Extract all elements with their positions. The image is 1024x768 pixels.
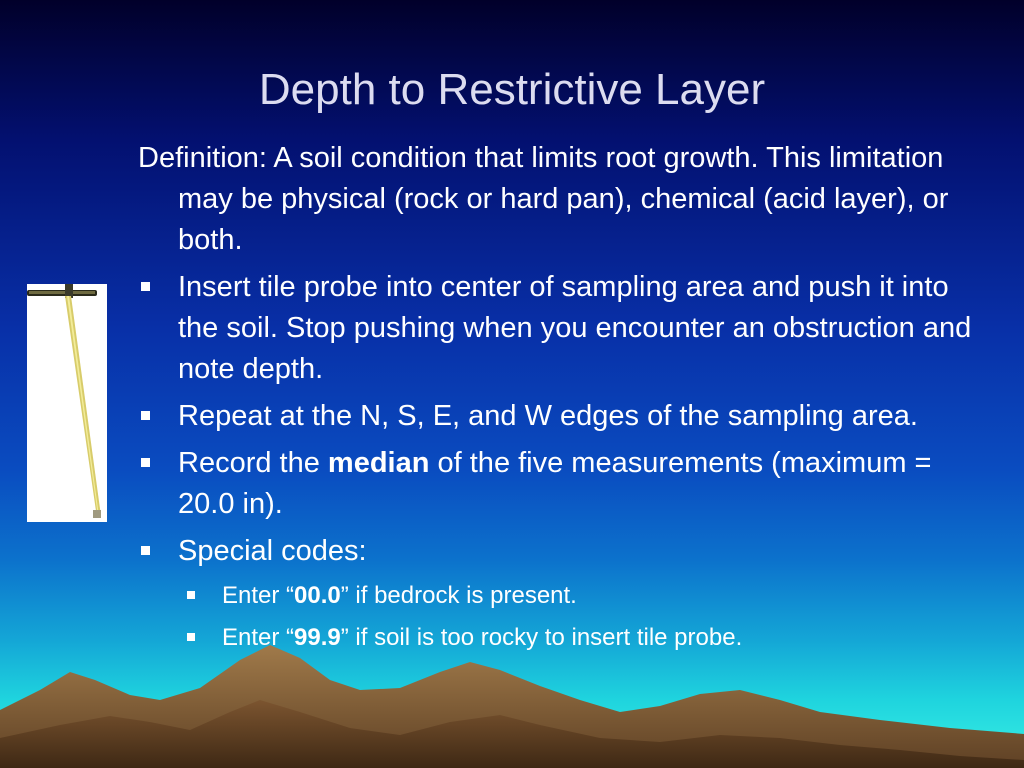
- slide-title: Depth to Restrictive Layer: [258, 65, 766, 114]
- sub-bullet-tail: ” if soil is too rocky to insert tile probe.: [340, 624, 743, 651]
- emphasis-median: median: [327, 447, 430, 479]
- slide-body: [138, 138, 988, 662]
- bullet-item: [138, 267, 988, 390]
- bullet-item: [138, 396, 988, 437]
- sub-bullet-item: [184, 620, 988, 656]
- tile-probe-icon: [27, 284, 107, 522]
- sub-bullet-item: [184, 578, 988, 614]
- bullet-text: Special codes:: [178, 535, 367, 567]
- tile-probe-image: [27, 284, 107, 522]
- definition-text: Definition: A soil condition that limits root growth. This limitation may be physical (rock or hard pan), chemical (acid layer), or both.: [138, 142, 949, 256]
- bullet-text: Repeat at the N, S, E, and W edges of the sampling area.: [178, 400, 918, 432]
- sub-bullet-lead: Enter “: [222, 624, 295, 651]
- code-rocky: 99.9: [294, 624, 341, 651]
- bullet-text-tail: of the five measurements (maximum = 20.0 in).: [178, 447, 932, 520]
- bullet-text-lead: Record the: [178, 447, 328, 479]
- square-bullet-icon: [187, 591, 195, 599]
- code-bedrock: 00.0: [294, 582, 341, 609]
- bullet-text: Insert tile probe into center of sampling area and push it into the soil. Stop pushing when you encounter an obstruction and note depth.: [178, 271, 972, 385]
- square-bullet-icon: [141, 411, 150, 420]
- square-bullet-icon: [187, 633, 195, 641]
- bullet-item: [138, 531, 988, 572]
- square-bullet-icon: [141, 546, 150, 555]
- square-bullet-icon: [141, 282, 150, 291]
- square-bullet-icon: [141, 458, 150, 467]
- bullet-item: [138, 443, 988, 525]
- sub-bullet-lead: Enter “: [222, 582, 295, 609]
- sub-bullet-tail: ” if bedrock is present.: [340, 582, 577, 609]
